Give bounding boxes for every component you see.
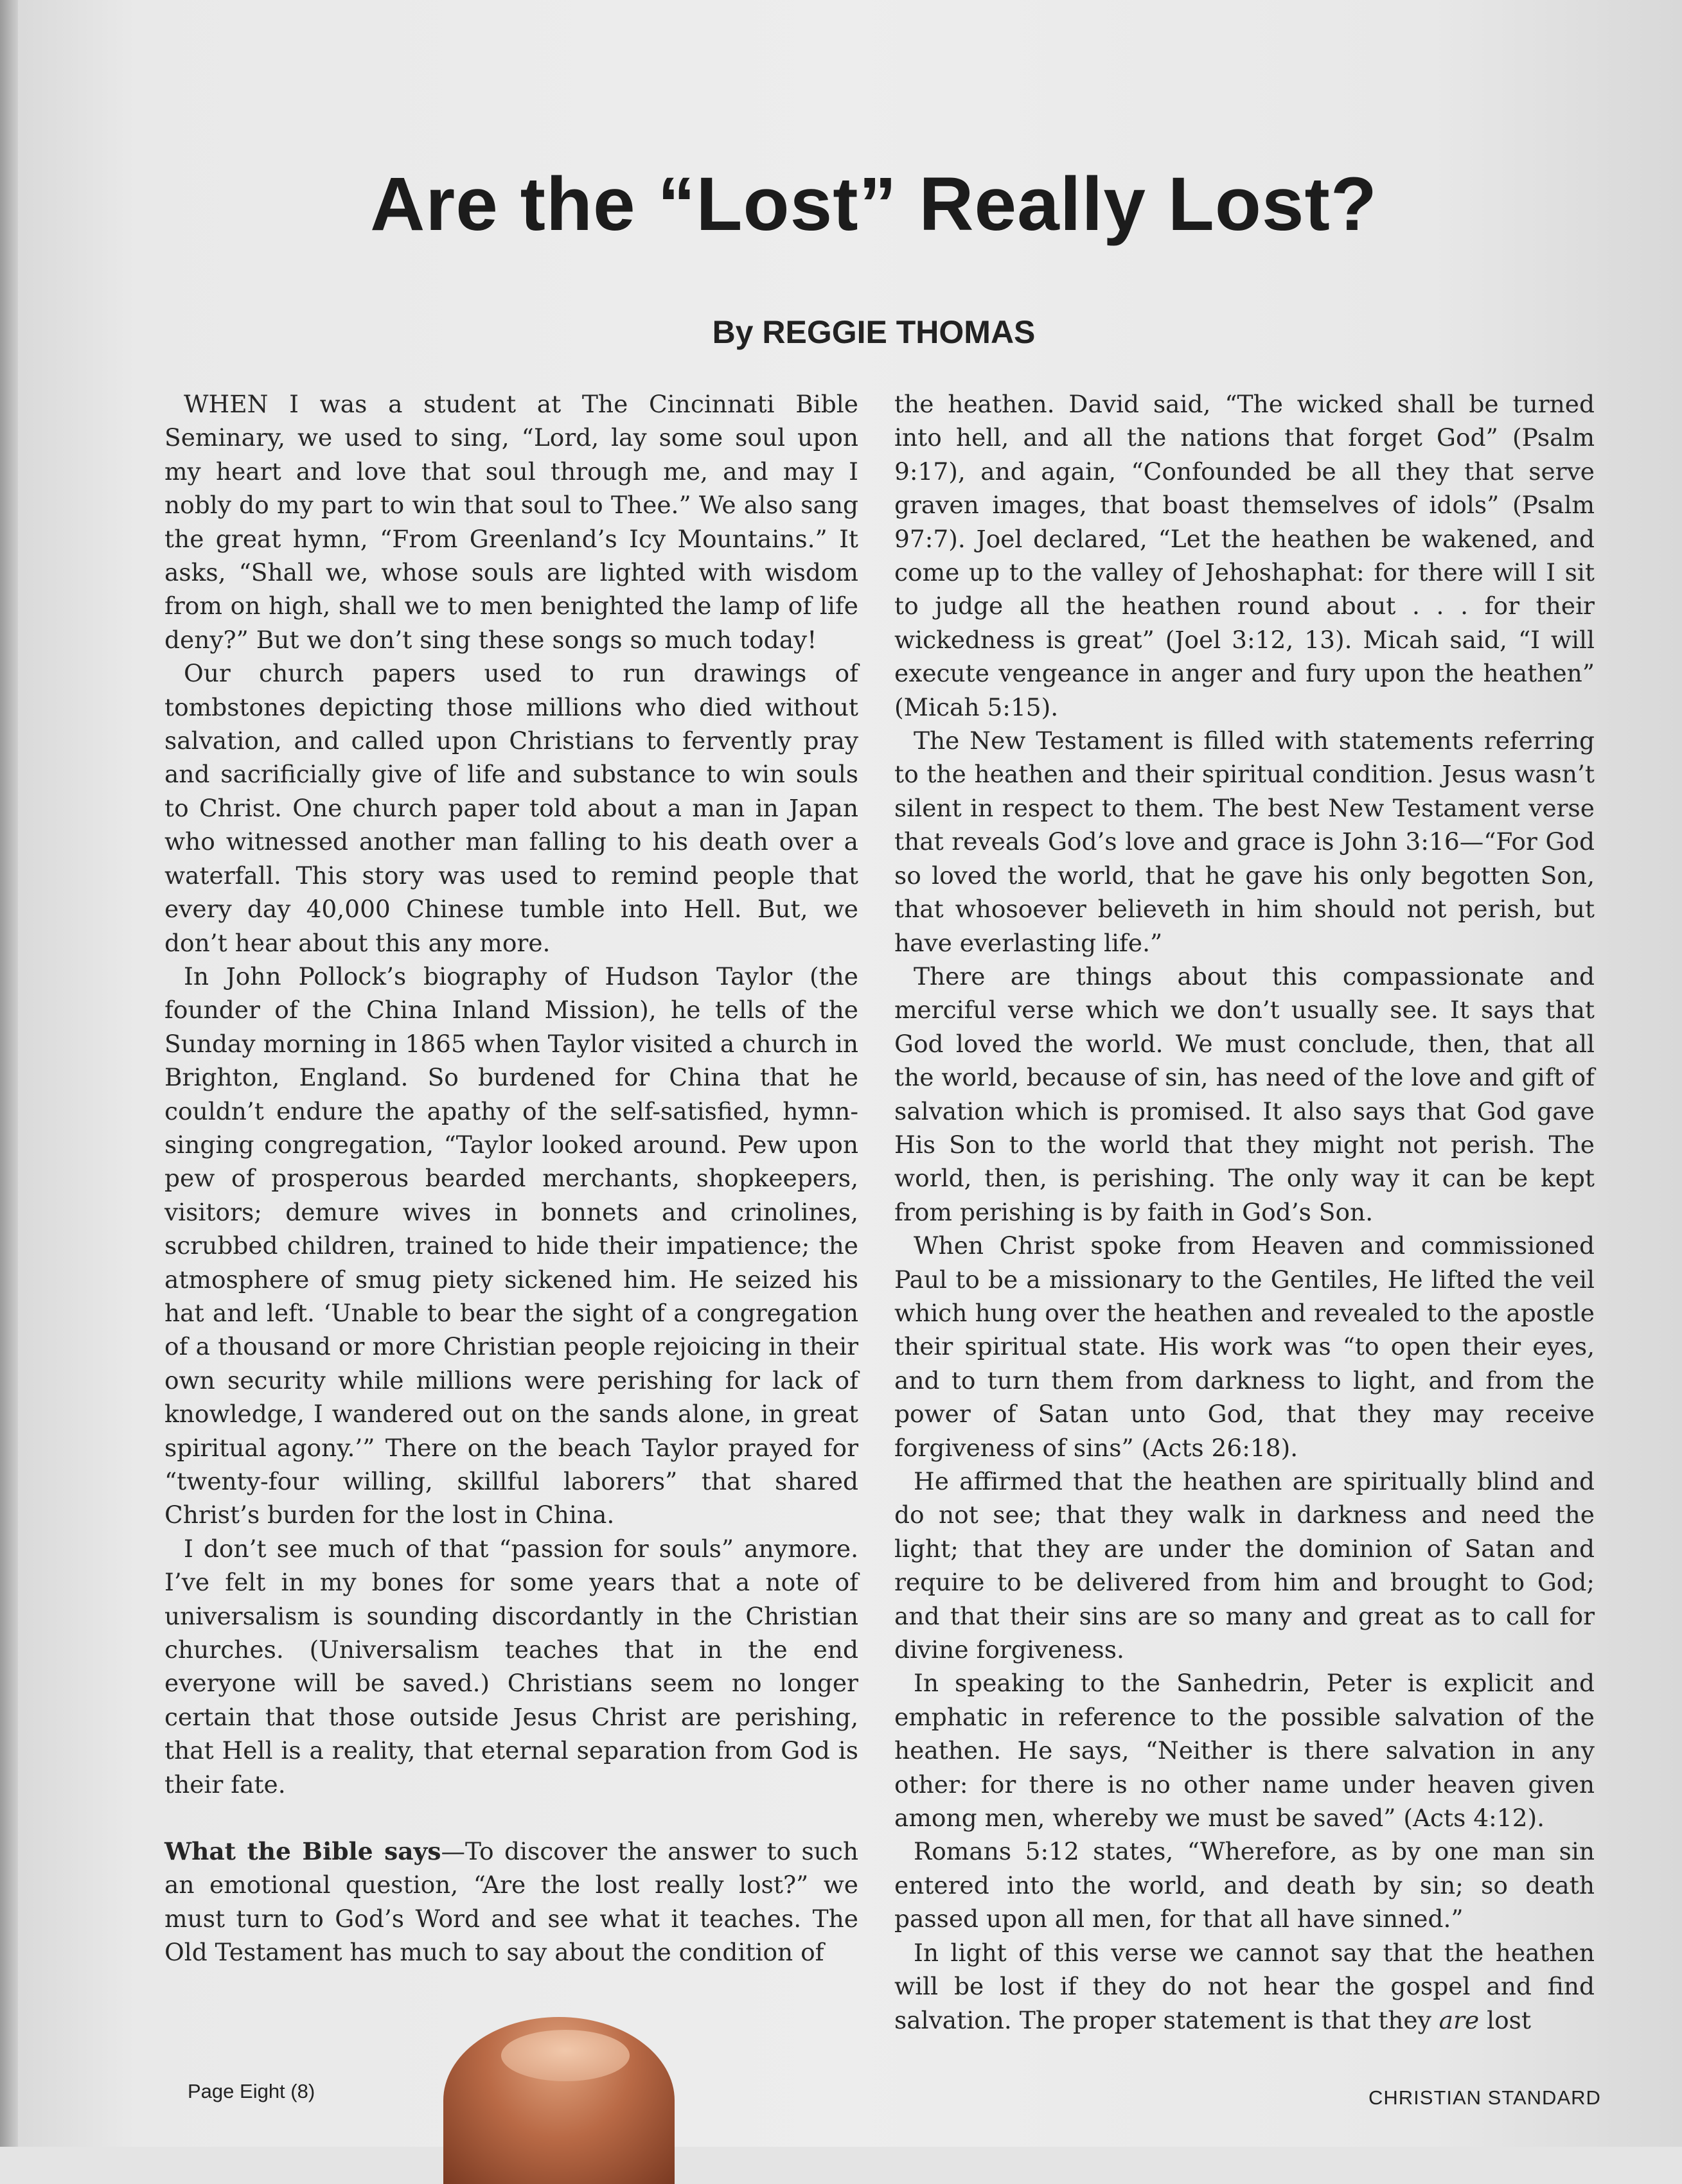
paragraph: In John Pollock’s biography of Hudson Taylor (the founder of the China Inland Mission), he tells of the Sunday morning in 1865 when Taylor visited a church in Brighton, England. So burdened for China that he couldn’t endure the apathy of the self-satisfied, hymn-singing congregation, “Taylor looked around. Pew upon pew of prosperous bearded merchants, shopkeepers, visitors; demure wives in bonnets and crinolines, scrubbed children, trained to hide their impatience; the atmosphere of smug piety sickened him. He seized his hat and left. ‘Unable to bear the sight of a congregation of a thousand or more Christian people rejoicing in their own security while millions were perishing for lack of knowledge, I wandered out on the sands alone, in great spiritual agony.’” There on the beach Taylor prayed for “twenty-four willing, skillful laborers” that shared Christ’s burden for the lost in China.	[164, 962, 858, 1529]
paragraph: There are things about this compassionate and merciful verse which we don’t usually see. It says that God loved the world. We must conclude, then, that all the world, because of sin, has need of the love and gift of salvation which is promised. It also says that God gave His Son to the world that they might not perish. The world, then, is perishing. The only way it can be kept from perishing is by faith in God’s Son.	[894, 962, 1595, 1226]
paragraph: In speaking to the Sanhedrin, Peter is explicit and emphatic in reference to the possible salvation of the heathen. He says, “Neither is there salvation in any other: for there is no other name under heaven given among men, whereby we must be saved” (Acts 4:12).	[894, 1669, 1595, 1833]
publication-name: CHRISTIAN STANDARD	[1368, 2086, 1601, 2109]
fingernail-image	[501, 2030, 630, 2081]
paragraph	[894, 1936, 1595, 2037]
paragraph: WHEN I was a student at The Cincinnati Bible Seminary, we used to sing, “Lord, lay some soul upon my heart and love that soul through me, and may I nobly do my part to win that soul to Thee.” We also sang the great hymn, “From Greenland’s Icy Mountains.” It asks, “Shall we, whose souls are lighted with wisdom from on high, shall we to men benighted the lamp of life deny?” But we don’t sing these songs so much today!	[164, 390, 858, 654]
page-number: Page Eight (8)	[188, 2080, 315, 2102]
article-byline: By REGGIE THOMAS	[712, 314, 1036, 350]
paragraph-text: lost	[1479, 2005, 1531, 2034]
paragraph: The New Testament is filled with statements referring to the heathen and their spiritual condition. Jesus wasn’t silent in respect to them. The best New Testament verse that reveals God’s love and grace is John 3:16—“For God so loved the world, that he gave his only begotten Son, that whosoever believeth in him should not perish, but have everlasting life.”	[894, 727, 1595, 957]
paragraph: I don’t see much of that “passion for souls” anymore. I’ve felt in my bones for some years that a note of universalism is sounding discordantly in the Christian churches. (Universalism teaches that in the end everyone will be saved.) Christians seem no longer certain that those outside Jesus Christ are perishing, that Hell is a reality, that eternal separation from God is their fate.	[164, 1534, 858, 1799]
paragraph: Our church papers used to run drawings of tombstones depicting those millions who died without salvation, and called upon Christians to fervently pray and sacrificially give of life and substance to win souls to Christ. One church paper told about a man in Japan who witnessed another man falling to his death over a waterfall. This story was used to remind people that every day 40,000 Chinese tumble into Hell. But, we don’t hear about this any more.	[164, 659, 858, 957]
section-text: —To discover the answer to such an emotional question, “Are the lost really lost?” we must turn to God’s Word and see what it teaches. The Old Testament has much to say about the condition of	[164, 1837, 859, 1967]
right-column	[894, 387, 1595, 2037]
emphasis: are	[1439, 2005, 1480, 2034]
section-paragraph	[164, 1835, 858, 1969]
paragraph: When Christ spoke from Heaven and commissioned Paul to be a missionary to the Gentiles, He lifted the veil which hung over the heathen and revealed to the apostle their spiritual state. His work was “to open their eyes, and to turn them from darkness to light, and from the power of Satan unto God, that they may receive forgiveness of sins” (Acts 26:18).	[894, 1231, 1595, 1462]
paragraph: He affirmed that the heathen are spiritually blind and do not see; that they walk in darkness and need the light; that they are under the dominion of Satan and require to be delivered from him and brought to God; and that their sins are so many and great as to call for divine forgiveness.	[894, 1467, 1595, 1664]
left-column	[164, 387, 858, 1969]
paragraph: the heathen. David said, “The wicked shall be turned into hell, and all the nations that forget God” (Psalm 9:17), and again, “Confounded be all they that serve graven images, that boast themselves of idols” (Psalm 97:7). Joel declared, “Let the heathen be wakened, and come up to the valley of Jehoshaphat: for there will I sit to judge all the heathen round about . . . for their wickedness is great” (Joel 3:12, 13). Micah said, “I will execute vengeance in anger and fury upon the heathen” (Micah 5:15).	[894, 390, 1595, 721]
article-title: Are the “Lost” Really Lost?	[370, 162, 1377, 247]
paragraph-text: In light of this verse we cannot say that the heathen will be lost if they do not hear the gospel and find salvation. The proper statement is that they	[894, 1938, 1595, 2034]
section-heading: What the Bible says	[164, 1837, 441, 1866]
paragraph: Romans 5:12 states, “Wherefore, as by one man sin entered into the world, and death by sin; so death passed upon all men, for that all have sinned.”	[894, 1837, 1595, 1933]
